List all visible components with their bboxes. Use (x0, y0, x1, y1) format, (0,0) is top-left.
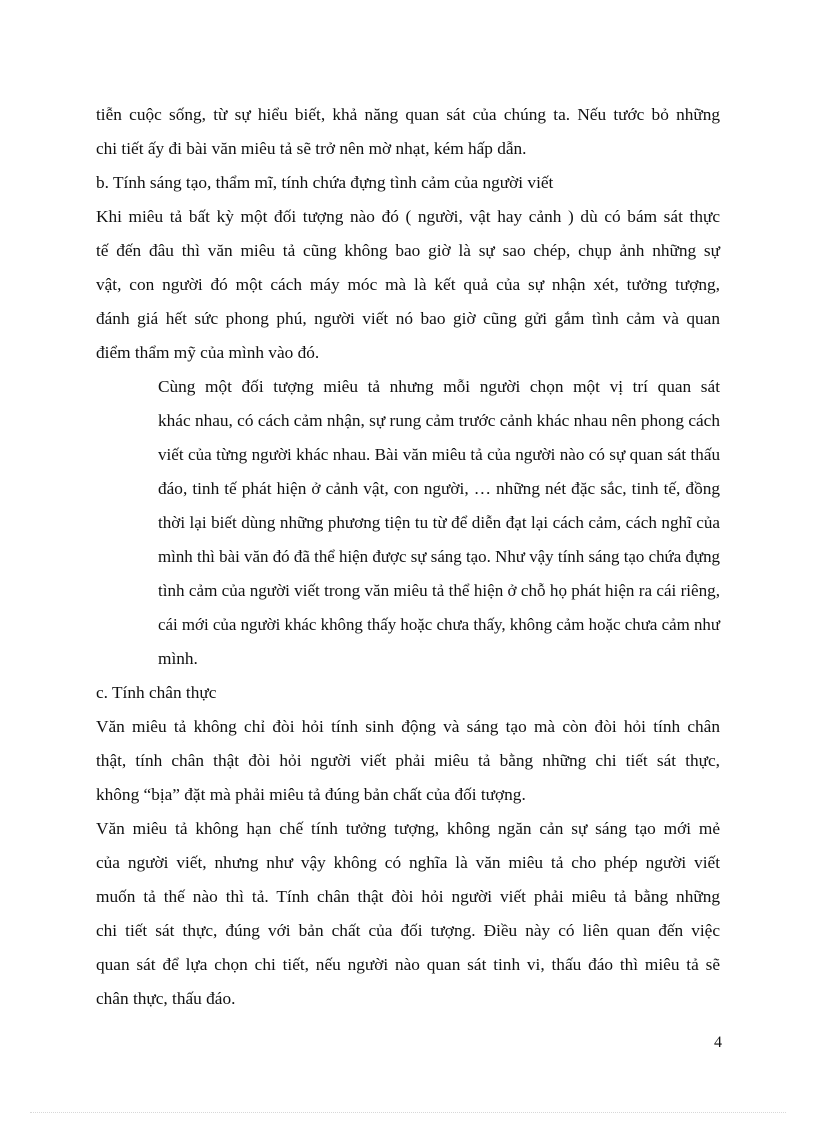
text-line: viết của từng người khác nhau. Bài văn miêu tả của người nào có sự quan sát thấu (158, 445, 720, 464)
text-line: mình. (158, 649, 198, 668)
paragraph (96, 710, 720, 812)
section-heading (96, 676, 720, 710)
text-line: đánh giá hết sức phong phú, người viết nó bao giờ cũng gửi gắm tình cảm và quan (96, 309, 720, 328)
text-line: Văn miêu tả không chỉ đòi hỏi tính sinh động và sáng tạo mà còn đòi hỏi tính chân (96, 717, 720, 736)
paragraph (96, 98, 720, 166)
text-line: chi tiết ấy đi bài văn miêu tả sẽ trở nên mờ nhạt, kém hấp dẫn. (96, 139, 527, 158)
text-line: chân thực, thấu đáo. (96, 989, 236, 1008)
text-line: khác nhau, có cách cảm nhận, sự rung cảm trước cảnh khác nhau nên phong cách (158, 411, 720, 430)
text-line: Khi miêu tả bất kỳ một đối tượng nào đó ( người, vật hay cảnh ) dù có bám sát thực (96, 207, 720, 226)
section-heading (96, 166, 720, 200)
document-body (96, 98, 720, 1016)
text-line: chi tiết sát thực, đúng với bản chất của đối tượng. Điều này có liên quan đến việc (96, 921, 720, 940)
text-line: cái mới của người khác không thấy hoặc chưa thấy, không cảm hoặc chưa cảm như (158, 615, 720, 634)
text-line: muốn tả thế nào thì tả. Tính chân thật đòi hỏi người viết phải miêu tả bằng những (96, 887, 720, 906)
text-line: mình thì bài văn đó đã thể hiện được sự sáng tạo. Như vậy tính sáng tạo chứa đựng (158, 547, 720, 566)
text-line: tình cảm của người viết trong văn miêu tả thể hiện ở chỗ họ phát hiện ra cái riêng, (158, 581, 720, 600)
text-line: Văn miêu tả không hạn chế tính tưởng tượng, không ngăn cản sự sáng tạo mới mẻ (96, 819, 720, 838)
text-line: tiễn cuộc sống, từ sự hiểu biết, khả năng quan sát của chúng ta. Nếu tước bỏ những (96, 105, 720, 124)
text-line: thời lại biết dùng những phương tiện tu từ để diễn đạt lại cách cảm, cách nghĩ của (158, 513, 720, 532)
footer-divider (30, 1112, 786, 1113)
text-line: của người viết, nhưng như vậy không có nghĩa là văn miêu tả cho phép người viết (96, 853, 720, 872)
text-line: điểm thẩm mỹ của mình vào đó. (96, 343, 320, 362)
text-line: thật, tính chân thật đòi hỏi người viết phải miêu tả bằng những chi tiết sát thực, (96, 751, 720, 770)
text-line: c. Tính chân thực (96, 683, 217, 702)
text-line: đáo, tinh tế phát hiện ở cảnh vật, con người, … những nét đặc sắc, tinh tế, đồng (158, 479, 720, 498)
text-line: b. Tính sáng tạo, thẩm mĩ, tính chứa đựng tình cảm của người viết (96, 173, 554, 192)
text-line: quan sát để lựa chọn chi tiết, nếu người nào quan sát tinh vi, thấu đáo thì miêu tả sẽ (96, 955, 720, 974)
text-line: Cùng một đối tượng miêu tả nhưng mỗi người chọn một vị trí quan sát (158, 377, 720, 396)
page-number: 4 (714, 1034, 722, 1051)
text-line: vật, con người đó một cách máy móc mà là kết quả của sự nhận xét, tưởng tượng, (96, 275, 720, 294)
paragraph (96, 200, 720, 370)
paragraph (96, 812, 720, 1016)
text-line: không “bịa” đặt mà phải miêu tả đúng bản chất của đối tượng. (96, 785, 526, 804)
text-line: tế đến đâu thì văn miêu tả cũng không bao giờ là sự sao chép, chụp ảnh những sự (96, 241, 720, 260)
paragraph (96, 370, 720, 676)
